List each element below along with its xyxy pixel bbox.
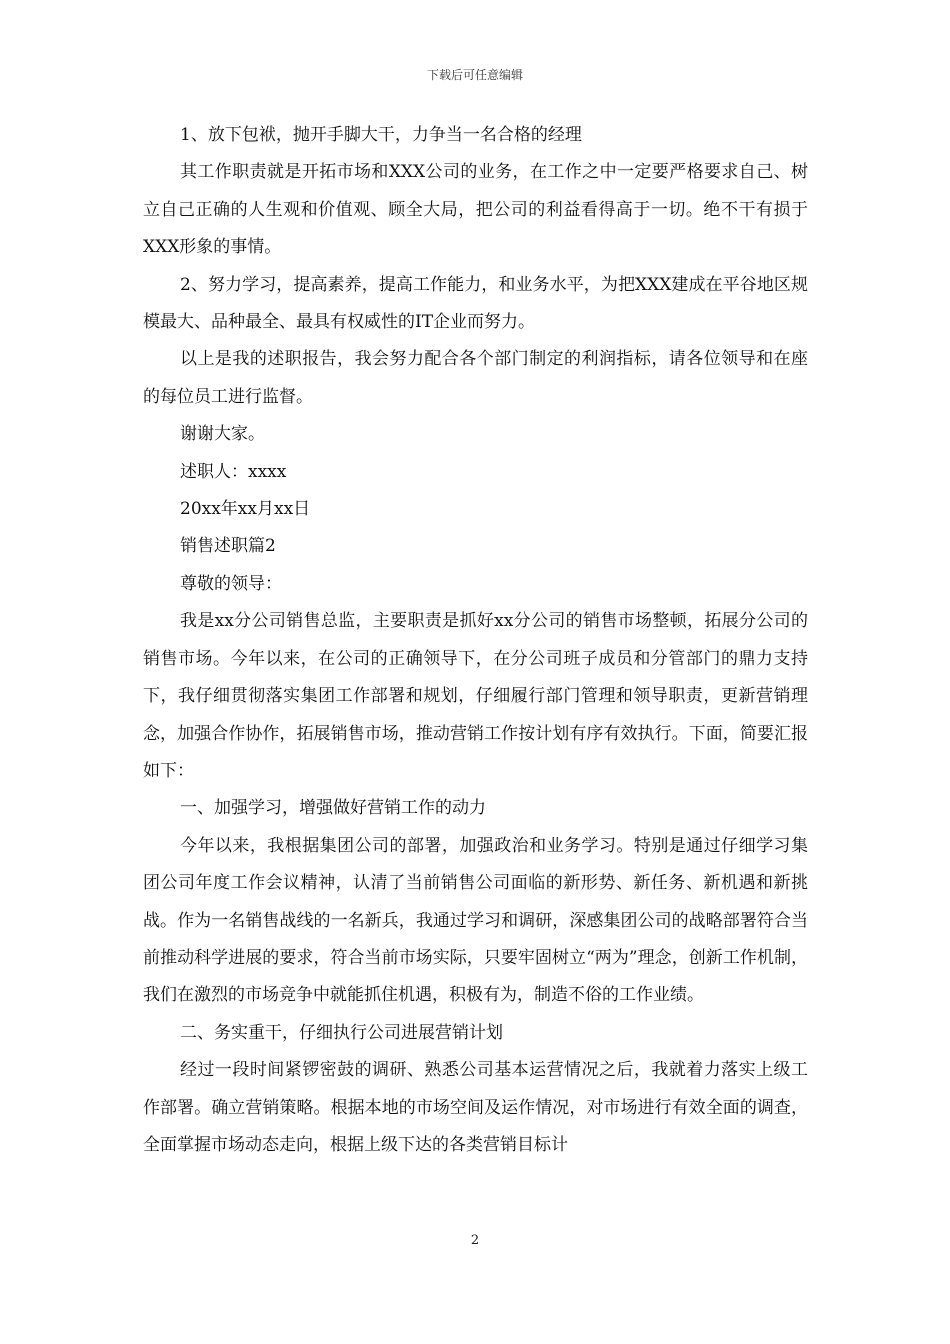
paragraph-heading-2: 2、努力学习，提高素养，提高工作能力，和业务水平，为把XXX建成在平谷地区规模最大、品种最全、最具有权威性的IT企业而努力。 [143, 274, 808, 333]
paragraph: 其工作职责就是开拓市场和XXX公司的业务，在工作之中一定要严格要求自己、树立自己正确的人生观和价值观、顾全大局，把公司的利益看得高于一切。绝不干有损于XXX形象的事情。 [143, 162, 808, 258]
page-number: 2 [470, 1233, 480, 1248]
subheading-2: 二、务实重干，仔细执行公司进展营销计划 [180, 1022, 503, 1043]
section-title: 销售述职篇2 [180, 536, 276, 557]
paragraph-heading-1: 1、放下包袱，抛开手脚大干，力争当一名合格的经理 [180, 125, 582, 145]
document-body [143, 117, 808, 1164]
paragraph-author: 述职人：xxxx [180, 461, 287, 482]
paragraph: 以上是我的述职报告，我会努力配合各个部门制定的利润指标，请各位领导和在座的每位员工进行监督。 [143, 349, 808, 407]
paragraph: 经过一段时间紧锣密鼓的调研、熟悉公司基本运营情况之后，我就着力落实上级工作部署。确立营销策略。根据本地的市场空间及运作情况，对市场进行有效全面的调查，全面掌握市场动态走向，根据上级下达的各类营销目标计 [143, 1060, 808, 1155]
paragraph: 今年以来，我根据集团公司的部署，加强政治和业务学习。特别是通过仔细学习集团公司年度工作会议精神，认清了当前销售公司面临的新形势、新任务、新机遇和新挑战。作为一名销售战线的一名新兵，我通过学习和调研，深感集团公司的战略部署符合当前推动科学进展的要求，符合当前市场实际，只要牢固树立“两为”理念，创新工作机制，我们在激烈的市场竞争中就能抓住机遇，积极有为，制造不俗的工作业绩。 [143, 835, 808, 1006]
salutation: 尊敬的领导： [180, 573, 282, 594]
paragraph: 我是xx分公司销售总监，主要职责是抓好xx分公司的销售市场整顿，拓展分公司的销售市场。今年以来，在公司的正确领导下，在分公司班子成员和分管部门的鼎力支持下，我仔细贯彻落实集团工作部署和规划，仔细履行部门管理和领导职责，更新营销理念，加强合作协作，拓展销售市场，推动营销工作按计划有序有效执行。下面，简要汇报如下： [143, 611, 808, 781]
subheading-1: 一、加强学习，增强做好营销工作的动力 [180, 798, 486, 819]
paragraph-thanks: 谢谢大家。 [180, 424, 265, 445]
page-header: 下载后可任意编辑 [426, 68, 523, 82]
paragraph-date: 20xx年xx月xx日 [180, 499, 311, 520]
